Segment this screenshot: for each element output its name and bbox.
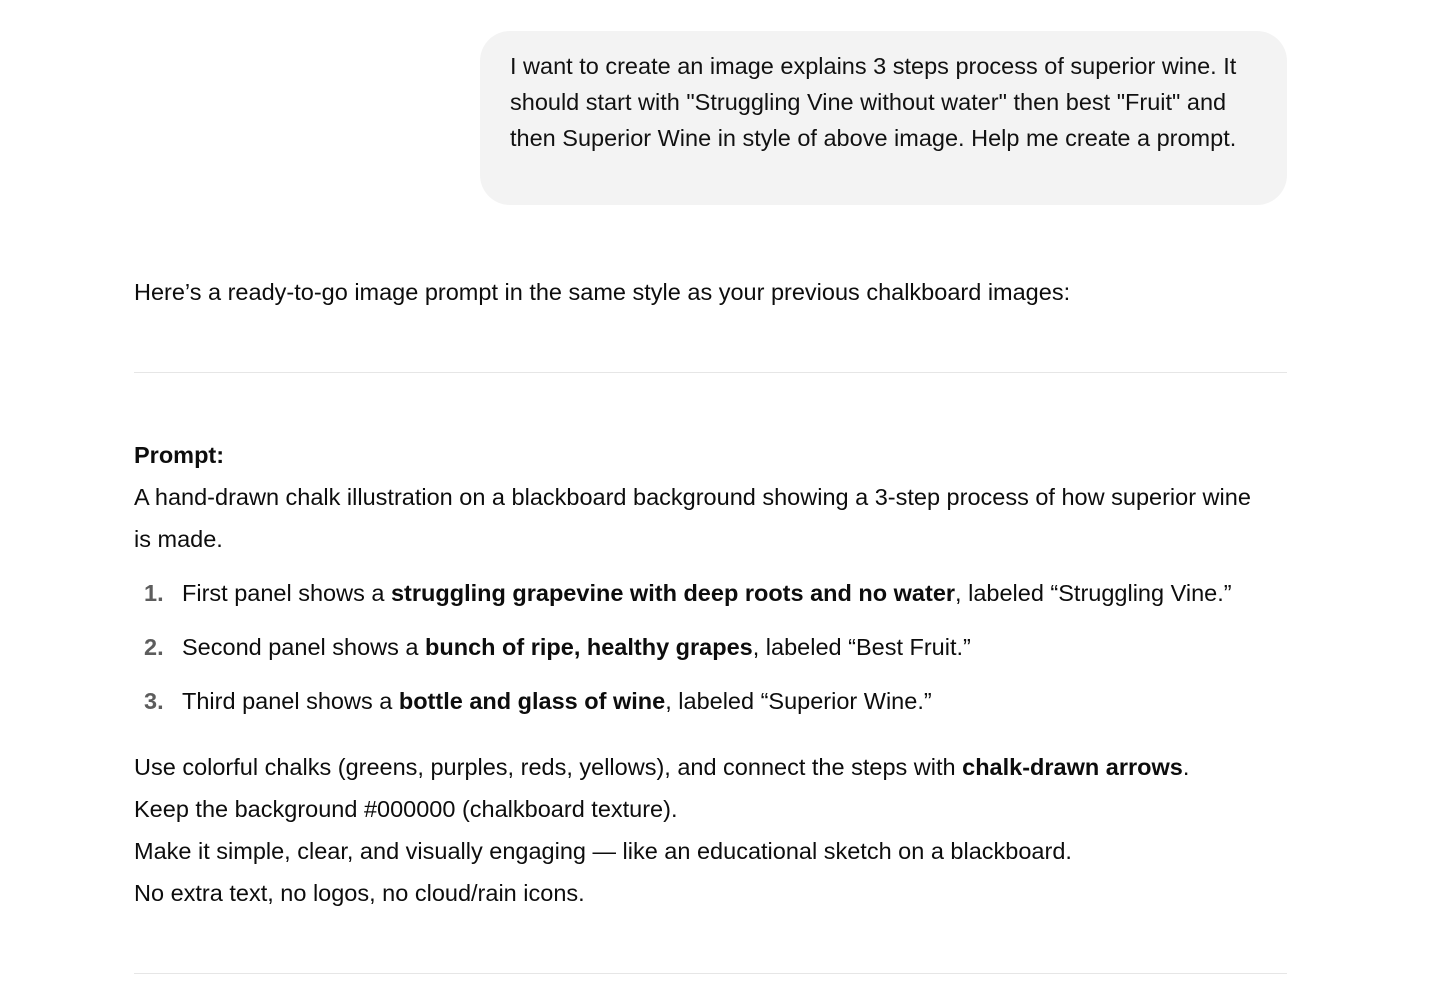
colors-line-before: Use colorful chalks (greens, purples, reds, yellows), and connect the steps with [134, 754, 963, 780]
step-text [182, 572, 1232, 614]
exclusions-line: No extra text, no logos, no cloud/rain icons. [134, 880, 585, 906]
user-message-text: I want to create an image explains 3 steps process of superior wine. It should start with "Struggling Vine without water" then best "Fruit" and then Superior Wine in style of above image. Help me create a prompt. [510, 53, 1237, 151]
list-item [134, 626, 1294, 680]
step-number: 3. [144, 688, 164, 714]
colors-line-bold: chalk-drawn arrows [962, 754, 1183, 780]
step-text-bold: bottle and glass of wine [398, 688, 666, 714]
steps-list [134, 572, 1294, 734]
step-text [182, 680, 932, 722]
user-message-bubble [480, 31, 1287, 205]
step-text-bold: struggling grapevine with deep roots and no water [390, 580, 956, 606]
prompt-label: Prompt: [134, 442, 225, 468]
step-text-bold: bunch of ripe, healthy grapes [425, 634, 753, 660]
step-text-before: Second panel shows a [182, 634, 425, 660]
step-text-after: , labeled “Superior Wine.” [665, 688, 932, 714]
step-text-after: , labeled “Struggling Vine.” [955, 580, 1232, 606]
step-text-before: Third panel shows a [182, 688, 399, 714]
list-item [134, 572, 1294, 626]
step-text [182, 626, 971, 668]
assistant-intro: Here’s a ready-to-go image prompt in the same style as your previous chalkboard images: [134, 279, 1071, 305]
step-text-after: , labeled “Best Fruit.” [752, 634, 971, 660]
prompt-description: A hand-drawn chalk illustration on a blackboard background showing a 3-step process of how superior wine is made. [134, 484, 1251, 552]
step-number: 2. [144, 634, 164, 660]
background-line: Keep the background #000000 (chalkboard texture). [134, 796, 678, 822]
colors-line [134, 746, 1294, 788]
style-line: Make it simple, clear, and visually engaging — like an educational sketch on a blackboard. [134, 838, 1072, 864]
divider-bottom [134, 973, 1287, 974]
colors-line-after: . [1182, 754, 1190, 780]
step-text-before: First panel shows a [182, 580, 391, 606]
prompt-notes [134, 746, 1294, 914]
divider-top [134, 372, 1287, 373]
step-number: 1. [144, 580, 164, 606]
list-item [134, 680, 1294, 734]
